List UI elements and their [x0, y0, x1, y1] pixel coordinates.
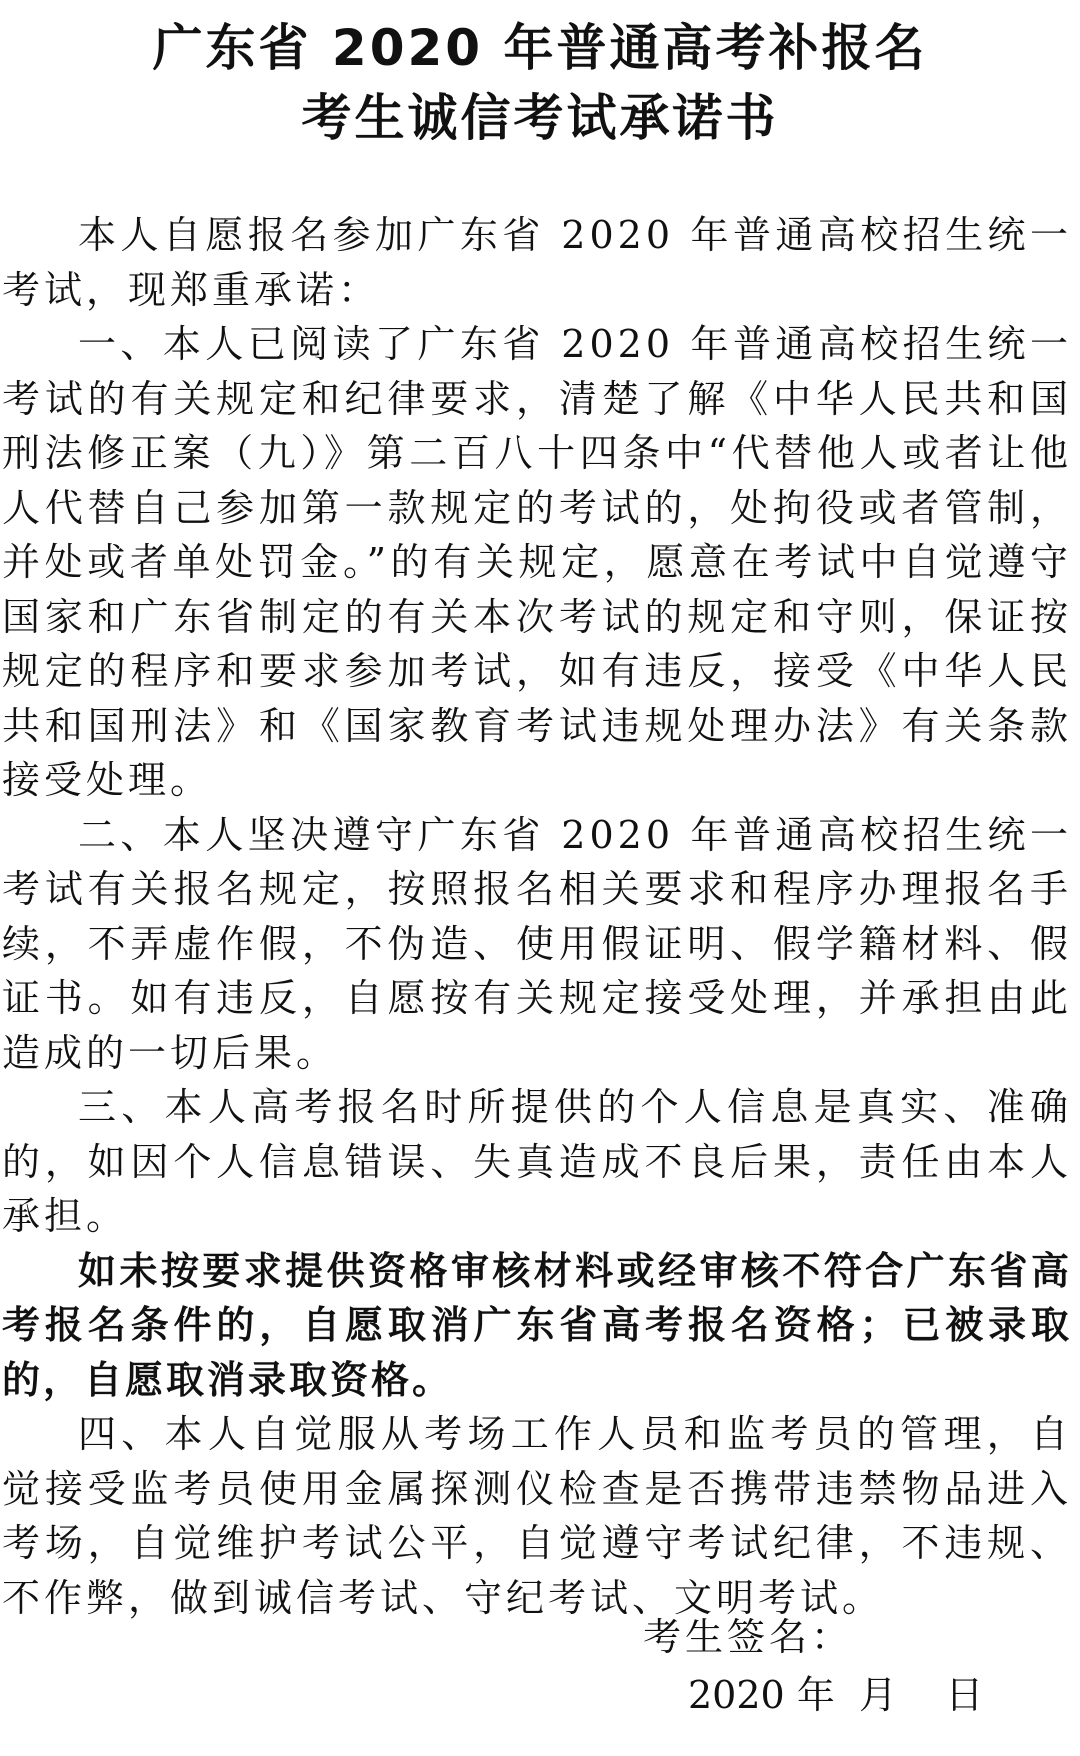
- date-year-unit: 年: [796, 1673, 835, 1717]
- date-year: 2020: [688, 1673, 785, 1717]
- pledge-body: [2, 208, 1072, 1625]
- date-day-unit: 日: [945, 1673, 984, 1717]
- bold-warning-paragraph: 如未按要求提供资格审核材料或经审核不符合广东省高考报名条件的，自愿取消广东省高考报名资格；已被录取的，自愿取消录取资格。: [2, 1248, 1072, 1402]
- clause-four-paragraph: 四、本人自觉服从考场工作人员和监考员的管理，自觉接受监考员使用金属探测仪检查是否携带违禁物品进入考场，自觉维护考试公平，自觉遵守考试纪律，不违规、不作弊，做到诚信考试、守纪考试、文明考试。: [2, 1412, 1072, 1620]
- signature-label: 考生签名：: [643, 1615, 854, 1659]
- signature-date: [688, 1670, 983, 1720]
- document-title-line-1: 广东省 2020 年普通高考补报名: [152, 19, 928, 77]
- clause-three-paragraph: 三、本人高考报名时所提供的个人信息是真实、准确的，如因个人信息错误、失真造成不良后果，责任由本人承担。: [2, 1085, 1072, 1238]
- clause-two-paragraph: 二、本人坚决遵守广东省 2020 年普通高校招生统一考试有关报名规定，按照报名相关要求和程序办理报名手续，不弄虚作假，不伪造、使用假证明、假学籍材料、假证书。如有违反，自愿按有关规定接受处理，并承担由此造成的一切后果。: [2, 812, 1072, 1075]
- document-title-line-2: 考生诚信考试承诺书: [301, 89, 779, 147]
- date-month-unit: 月: [859, 1673, 898, 1717]
- clause-one-paragraph: 一、本人已阅读了广东省 2020 年普通高校招生统一考试的有关规定和纪律要求，清楚了解《中华人民共和国刑法修正案（九）》第二百八十四条中“代替他人或者让他人代替自己参加第一款规定的考试的，处拘役或者管制，并处或者单处罚金。”的有关规定，愿意在考试中自觉遵守国家和广东省制定的有关本次考试的规定和守则，保证按规定的程序和要求参加考试，如有违反，接受《中华人民共和国刑法》和《国家教育考试违规处理办法》有关条款接受处理。: [2, 322, 1072, 802]
- intro-paragraph: 本人自愿报名参加广东省 2020 年普通高校招生统一考试，现郑重承诺：: [2, 213, 1072, 312]
